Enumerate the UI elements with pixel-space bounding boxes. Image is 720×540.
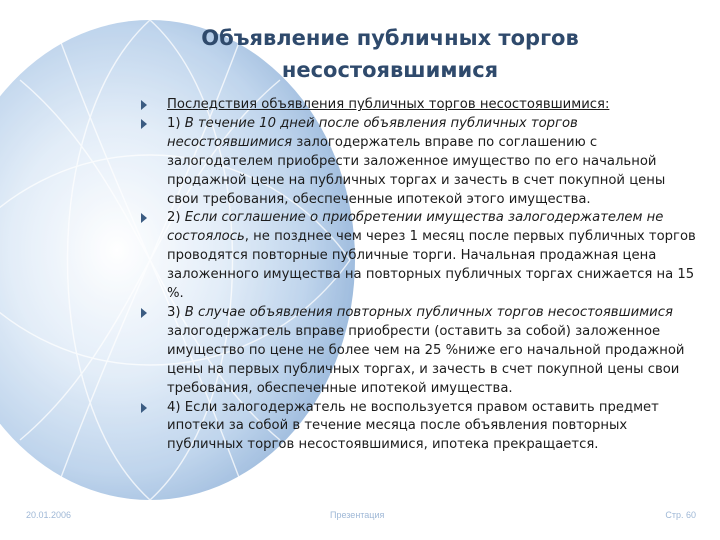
bullet-item-header	[141, 96, 701, 115]
item-text: Последствия объявления публичных торгов несостоявшимися:	[167, 97, 610, 112]
arrow-bullet-icon	[141, 403, 147, 413]
title-line-2: несостоявшимися	[281, 58, 499, 82]
footer-title: Презентация	[330, 510, 385, 520]
item-text: залогодержатель вправе по соглашению с залогодателем приобрести заложенное имущество по его начальной продажной цене на публичных торгах и зачесть в счет покупной цены свои требования, обеспеченные ипотекой этого имущества.	[167, 134, 666, 207]
item-italic: В случае объявления повторных публичных торгов несостоявшимися	[184, 304, 673, 320]
item-text: Если залогодержатель не воспользуется правом оставить предмет ипотеки за собой в течение месяца после объявления повторных публичных торгов несостоявшимися, ипотека прекращается.	[167, 399, 659, 453]
bullet-item-1	[141, 115, 701, 210]
item-italic: В течение 10 дней после объявления публичных торгов несостоявшимися	[167, 115, 578, 150]
arrow-bullet-icon	[141, 308, 147, 318]
slide-content	[141, 96, 701, 455]
item-number: 4)	[167, 399, 181, 415]
slide-title	[150, 22, 630, 86]
arrow-bullet-icon	[141, 119, 147, 129]
bullet-item-3	[141, 304, 701, 399]
item-number: 1)	[167, 115, 181, 131]
footer-page-number: Стр. 60	[665, 510, 696, 520]
item-text: , не позднее чем через 1 месяц после первых публичных торгов проводятся повторные публичные торги. Начальная продажная цена заложенного имущества на повторных публичных торгах снижается на 15 %.	[167, 229, 696, 302]
bullet-item-4	[141, 399, 701, 456]
item-text: залогодержатель вправе приобрести (оставить за собой) заложенное имущество по цене не более чем на 25 %ниже его начальной продажной цены на первых публичных торгах, и зачесть в счет покупной цены свои требования, обеспеченные ипотекой имущества.	[167, 323, 685, 396]
title-line-1: Объявление публичных торгов	[201, 26, 579, 50]
item-number: 2)	[167, 210, 181, 226]
arrow-bullet-icon	[141, 213, 147, 223]
item-number: 3)	[167, 304, 181, 320]
arrow-bullet-icon	[141, 100, 147, 110]
footer-date: 20.01.2006	[26, 510, 72, 520]
bullet-item-2	[141, 209, 701, 304]
item-italic: Если соглашение о приобретении имущества залогодержателем не состоялось	[167, 210, 664, 245]
